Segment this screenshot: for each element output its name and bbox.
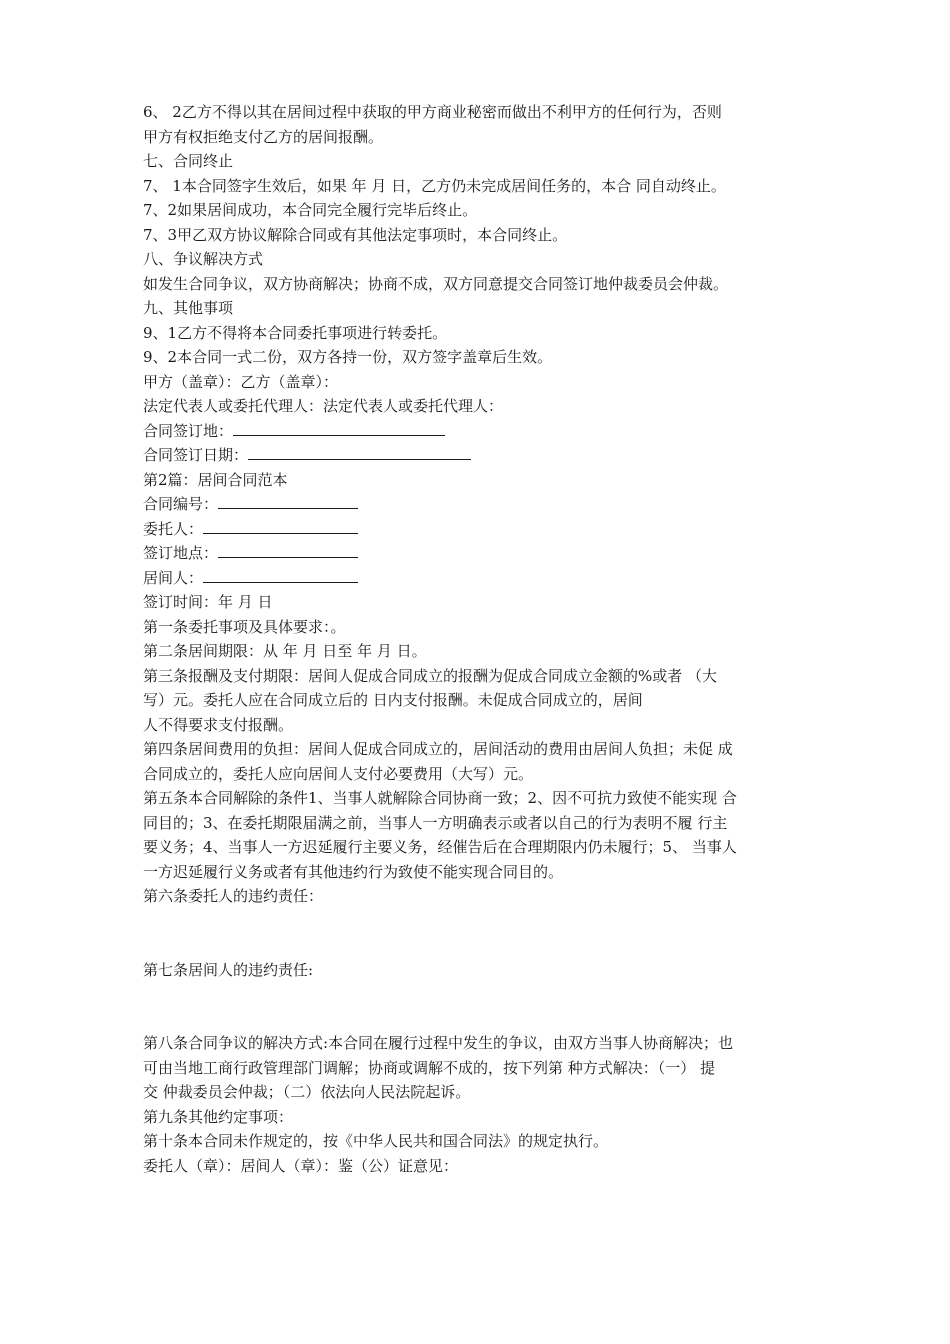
text-line: 可由当地工商行政管理部门调解；协商或调解不成的，按下列第 种方式解决：（一） 提 <box>143 1058 716 1077</box>
blank-space <box>143 933 823 958</box>
blank-underline <box>203 519 358 534</box>
text-line: 第一条委托事项及具体要求：。 <box>143 617 346 636</box>
text-line: 7、 1本合同签字生效后，如果 年 月 日，乙方仍未完成居间任务的，本合 同自动终止。 <box>143 176 726 195</box>
blank-space <box>143 982 823 1007</box>
text-line: 第七条居间人的违约责任: <box>143 960 314 979</box>
text-line: 9、1乙方不得将本合同委托事项进行转委托。 <box>143 323 448 342</box>
text-line: 第四条居间费用的负担：居间人促成合同成立的，居间活动的费用由居间人负担；未促 成 <box>143 740 733 758</box>
field-label: 合同签订地： <box>143 421 234 440</box>
text-line: 交 仲裁委员会仲裁；（二）依法向人民法院起诉。 <box>143 1083 471 1101</box>
client-line <box>143 517 823 542</box>
blank-space <box>143 1007 823 1032</box>
broker-line <box>143 566 823 591</box>
field-label: 居间人： <box>143 568 204 587</box>
text-line: 第六条委托人的违约责任： <box>143 887 324 905</box>
field-label: 合同签订日期： <box>143 446 249 464</box>
text-line: 合同成立的，委托人应向居间人支付必要费用（大写）元。 <box>143 764 534 783</box>
text-line: 人不得要求支付报酬。 <box>143 715 294 734</box>
blank-underline <box>218 494 358 509</box>
text-line: 法定代表人或委托代理人：法定代表人或委托代理人： <box>143 397 504 415</box>
section-heading: 七、合同终止 <box>143 152 234 170</box>
text-line: 同目的；3、在委托期限届满之前，当事人一方明确表示或者以自己的行为表明不履 行主 <box>143 813 728 832</box>
text-line: 委托人（章）：居间人（章）：鉴（公）证意见： <box>143 1156 459 1175</box>
field-label: 委托人： <box>143 519 204 538</box>
text-line: 9、2本合同一式二份，双方各持一份，双方签字盖章后生效。 <box>143 348 553 366</box>
text-line: 第八条合同争议的解决方式:本合同在履行过程中发生的争议，由双方当事人协商解决；也 <box>143 1034 734 1052</box>
document-title: 第2篇：居间合同范本 <box>143 470 288 489</box>
text-line: 如发生合同争议，双方协商解决；协商不成，双方同意提交合同签订地仲裁委员会仲裁。 <box>143 274 729 293</box>
signing-place-line <box>143 419 823 444</box>
text-line: 签订时间：年 月 日 <box>143 593 273 611</box>
text-line: 第九条其他约定事项： <box>143 1107 294 1126</box>
text-line: 要义务；4、当事人一方迟延履行主要义务，经催告后在合理期限内仍未履行；5、 当事人 <box>143 838 737 856</box>
blank-underline <box>203 568 358 583</box>
text-line: 一方迟延履行义务或者有其他违约行为致使不能实现合同目的。 <box>143 862 564 881</box>
section-heading: 九、其他事项 <box>143 299 234 317</box>
field-label: 合同编号： <box>143 495 219 513</box>
text-line: 7、3甲乙双方协议解除合同或有其他法定事项时，本合同终止。 <box>143 225 568 244</box>
text-line: 第五条本合同解除的条件1、当事人就解除合同协商一致；2、因不可抗力致使不能实现 合 <box>143 789 737 807</box>
text-line: 第二条居间期限：从 年 月 日至 年 月 日。 <box>143 642 427 660</box>
section-heading: 八、争议解决方式 <box>143 250 264 268</box>
text-line: 甲方有权拒绝支付乙方的居间报酬。 <box>143 127 384 146</box>
signing-date-line <box>143 443 823 468</box>
blank-underline <box>233 421 445 436</box>
blank-space <box>143 909 823 934</box>
text-line: 第十条本合同未作规定的，按《中华人民共和国合同法》的规定执行。 <box>143 1132 609 1150</box>
blank-underline <box>218 543 358 558</box>
text-line: 6、 2乙方不得以其在居间过程中获取的甲方商业秘密而做出不利甲方的任何行为，否则 <box>143 103 722 121</box>
text-line: 甲方（盖章）：乙方（盖章）： <box>143 372 339 391</box>
text-line: 写）元。委托人应在合同成立后的 日内支付报酬。未促成合同成立的，居间 <box>143 691 643 709</box>
blank-underline <box>248 445 471 460</box>
signing-location-line <box>143 541 823 566</box>
contract-number-line <box>143 492 823 517</box>
field-label: 签订地点： <box>143 544 219 562</box>
text-line: 第三条报酬及支付期限：居间人促成合同成立的报酬为促成合同成立金额的%或者 （大 <box>143 666 718 685</box>
text-line: 7、2如果居间成功，本合同完全履行完毕后终止。 <box>143 201 478 219</box>
document-body <box>143 100 823 1178</box>
